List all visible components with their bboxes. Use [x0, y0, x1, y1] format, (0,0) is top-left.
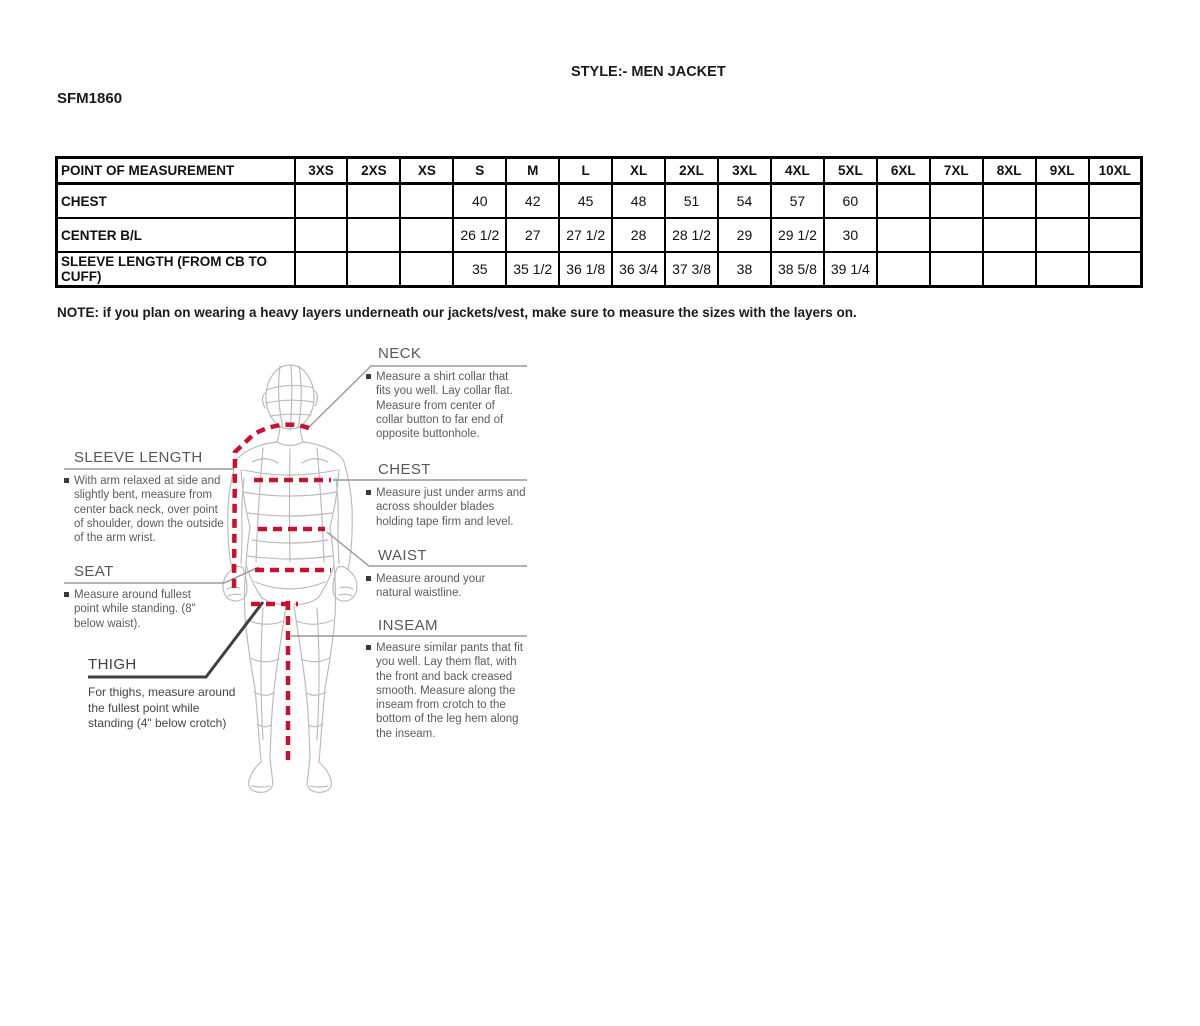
- measurement-value-cell: [1036, 252, 1089, 287]
- size-column-header: 2XL: [665, 158, 718, 184]
- measurement-value-cell: [930, 218, 983, 252]
- inseam-instructions: Measure similar pants that fit you well. Lay them flat, with the front and back creased smooth. Measure along the inseam from crotch to the bottom of the leg hem along the inseam.: [366, 641, 524, 741]
- measurement-value-cell: [295, 218, 348, 252]
- size-table-header-row: [57, 158, 1142, 184]
- figure-foot-left: [249, 758, 273, 792]
- measurement-value-cell: [1036, 184, 1089, 219]
- size-column-header: 3XS: [295, 158, 348, 184]
- size-column-header: 8XL: [983, 158, 1036, 184]
- size-column-header: 10XL: [1089, 158, 1142, 184]
- measurement-value-cell: [1036, 218, 1089, 252]
- size-column-header: XL: [612, 158, 665, 184]
- size-column-header: 5XL: [824, 158, 877, 184]
- bullet-icon: [366, 645, 371, 650]
- figure-head: [266, 365, 314, 429]
- size-column-header: 2XS: [347, 158, 400, 184]
- seat-heading: SEAT: [74, 563, 114, 580]
- measurement-value-cell: [400, 218, 453, 252]
- measurement-value-cell: 36 1/8: [559, 252, 612, 287]
- sleeve-length-instructions: With arm relaxed at side and slightly bent, measure from center back neck, over point of shoulder, down the outside of the arm wrist.: [64, 474, 226, 545]
- measurement-value-cell: 37 3/8: [665, 252, 718, 287]
- figure-hand-right: [333, 566, 357, 601]
- measurement-value-cell: 35 1/2: [506, 252, 559, 287]
- figure-hand-left: [223, 566, 247, 601]
- measurement-value-cell: [983, 218, 1036, 252]
- measurement-value-cell: 54: [718, 184, 771, 219]
- measurement-value-cell: [400, 252, 453, 287]
- measurement-value-cell: 48: [612, 184, 665, 219]
- measurement-value-cell: [877, 252, 930, 287]
- measurement-value-cell: 28: [612, 218, 665, 252]
- measurement-value-cell: 51: [665, 184, 718, 219]
- table-row: [57, 252, 1142, 287]
- table-corner-header: POINT OF MEASUREMENT: [57, 158, 295, 184]
- measurement-row-label: SLEEVE LENGTH (FROM CB TO CUFF): [57, 252, 295, 287]
- bullet-icon: [366, 374, 371, 379]
- measurement-value-cell: 60: [824, 184, 877, 219]
- size-column-header: 4XL: [771, 158, 824, 184]
- measurement-value-cell: 42: [506, 184, 559, 219]
- measurement-value-cell: 40: [453, 184, 506, 219]
- measurement-row-label: CHEST: [57, 184, 295, 219]
- thigh-instructions: For thighs, measure around the fullest point while standing (4" below crotch): [88, 685, 236, 731]
- measurement-value-cell: [930, 184, 983, 219]
- measurement-value-cell: [983, 252, 1036, 287]
- measurement-value-cell: [1089, 218, 1142, 252]
- size-column-header: M: [506, 158, 559, 184]
- measurement-value-cell: [877, 218, 930, 252]
- measurement-value-cell: 38 5/8: [771, 252, 824, 287]
- thigh-heading: THIGH: [88, 656, 137, 673]
- chest-heading: CHEST: [378, 461, 431, 478]
- measurement-value-cell: [877, 184, 930, 219]
- inseam-heading: INSEAM: [378, 617, 438, 634]
- waist-connector-line: [327, 532, 527, 566]
- measurement-value-cell: 45: [559, 184, 612, 219]
- neck-instructions: Measure a shirt collar that fits you well. Lay collar flat. Measure from center of collar button to far end of opposite buttonhole.: [366, 370, 518, 441]
- size-column-header: XS: [400, 158, 453, 184]
- bullet-icon: [366, 490, 371, 495]
- measurement-value-cell: [930, 252, 983, 287]
- bullet-icon: [366, 576, 371, 581]
- measurement-value-cell: [295, 184, 348, 219]
- measurement-row-label: CENTER B/L: [57, 218, 295, 252]
- measurement-value-cell: 28 1/2: [665, 218, 718, 252]
- size-column-header: S: [453, 158, 506, 184]
- measurement-value-cell: [347, 252, 400, 287]
- measurement-value-cell: [1089, 184, 1142, 219]
- measurement-value-cell: 30: [824, 218, 877, 252]
- size-table: [55, 156, 1143, 288]
- table-row: [57, 184, 1142, 219]
- measurement-value-cell: [347, 184, 400, 219]
- measurement-value-cell: [347, 218, 400, 252]
- size-column-header: 3XL: [718, 158, 771, 184]
- measurement-value-cell: [295, 252, 348, 287]
- measurement-value-cell: 57: [771, 184, 824, 219]
- measurement-value-cell: 38: [718, 252, 771, 287]
- neck-heading: NECK: [378, 345, 422, 362]
- body-wireframe-figure: [223, 365, 357, 792]
- table-row: [57, 218, 1142, 252]
- bullet-icon: [64, 592, 69, 597]
- measurement-value-cell: [400, 184, 453, 219]
- style-code: SFM1860: [57, 90, 123, 107]
- measurement-value-cell: [1089, 252, 1142, 287]
- measurement-value-cell: [983, 184, 1036, 219]
- measurement-value-cell: 29 1/2: [771, 218, 824, 252]
- figure-foot-right: [307, 758, 331, 792]
- measurement-value-cell: 29: [718, 218, 771, 252]
- measurement-value-cell: 26 1/2: [453, 218, 506, 252]
- size-column-header: 9XL: [1036, 158, 1089, 184]
- measurement-value-cell: 35: [453, 252, 506, 287]
- bullet-icon: [64, 478, 69, 483]
- chest-instructions: Measure just under arms and across shoulder blades holding tape firm and level.: [366, 486, 526, 529]
- size-column-header: L: [559, 158, 612, 184]
- measurement-value-cell: 27 1/2: [559, 218, 612, 252]
- measurement-lines: [234, 425, 331, 761]
- seat-instructions: Measure around fullest point while standing. (8" below waist).: [64, 588, 209, 631]
- size-column-header: 7XL: [930, 158, 983, 184]
- measurement-value-cell: 39 1/4: [824, 252, 877, 287]
- page-title: STYLE:- MEN JACKET: [571, 64, 726, 80]
- waist-instructions: Measure around your natural waistline.: [366, 572, 506, 601]
- waist-heading: WAIST: [378, 547, 427, 564]
- figure-ear-left: [263, 393, 266, 408]
- size-column-header: 6XL: [877, 158, 930, 184]
- figure-ear-right: [315, 391, 318, 406]
- sleeve-length-heading: SLEEVE LENGTH: [74, 449, 203, 466]
- measurement-value-cell: 27: [506, 218, 559, 252]
- note-text: NOTE: if you plan on wearing a heavy layers underneath our jackets/vest, make sure to measure the sizes with the layers on.: [57, 305, 857, 320]
- measurement-value-cell: 36 3/4: [612, 252, 665, 287]
- neck-sleeve-measure-line: [234, 425, 309, 588]
